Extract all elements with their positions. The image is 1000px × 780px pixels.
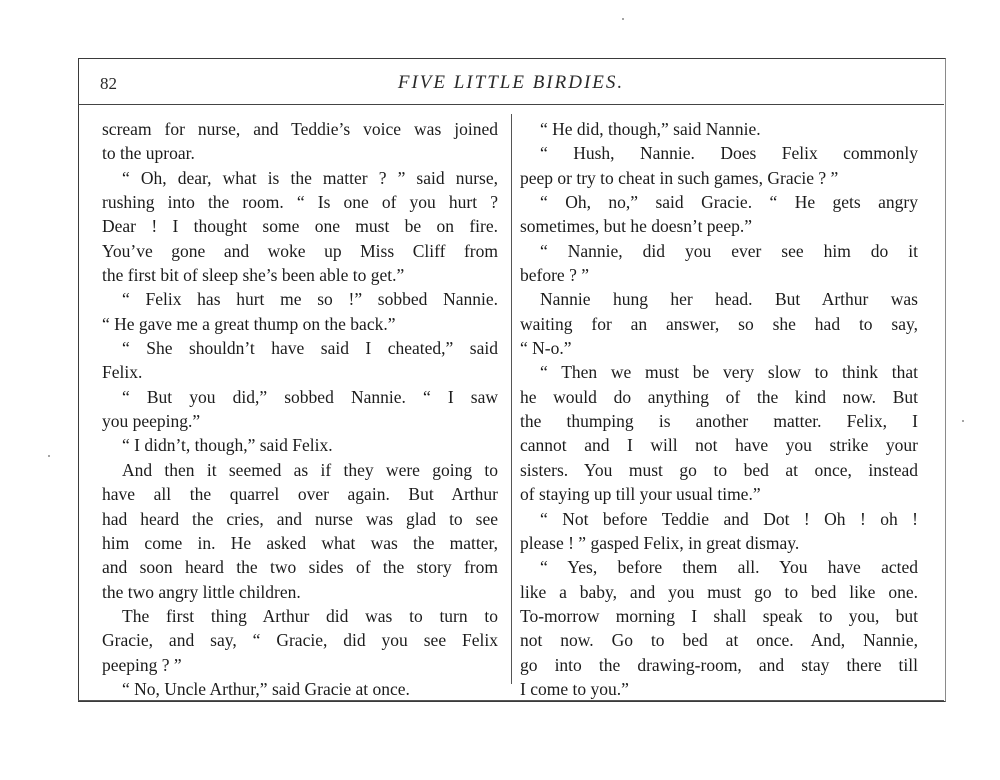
text-line: go into the drawing-room, and stay there till	[520, 654, 918, 675]
text-line: “ No, Uncle Arthur,” said Gracie at once.	[122, 678, 410, 699]
text-line: before ? ”	[520, 265, 589, 286]
text-line: to the uproar.	[102, 143, 195, 164]
text-line: “ Nannie, did you ever see him do it	[540, 240, 918, 261]
text-line: of staying up till your usual time.”	[520, 484, 761, 505]
text-line: “ Then we must be very slow to think that	[540, 362, 918, 383]
header-rule	[78, 104, 944, 105]
text-line: “ He gave me a great thump on the back.”	[102, 313, 396, 334]
text-line: To-morrow morning I shall speak to you, but	[520, 605, 918, 626]
text-line: You’ve gone and woke up Miss Cliff from	[102, 240, 498, 261]
text-line: Gracie, and say, “ Gracie, did you see Felix	[102, 630, 498, 651]
text-line: “ Not before Teddie and Dot ! Oh ! oh !	[540, 508, 918, 529]
text-line: “ Yes, before them all. You have acted	[540, 557, 918, 578]
text-line: sisters. You must go to bed at once, instead	[520, 459, 918, 480]
text-line: “ Oh, no,” said Gracie. “ He gets angry	[540, 192, 918, 213]
page-header	[78, 58, 944, 104]
text-line: “ He did, though,” said Nannie.	[540, 119, 761, 139]
right-column	[520, 117, 918, 701]
text-line: scream for nurse, and Teddie’s voice was joined	[102, 119, 498, 139]
footer-rule	[78, 700, 944, 701]
paper-speck	[962, 420, 964, 422]
paper-speck	[48, 455, 50, 457]
text-line: the two angry little children.	[102, 581, 301, 602]
text-line: not now. Go to bed at once. And, Nannie,	[520, 630, 918, 651]
text-line: Nannie hung her head. But Arthur was	[540, 289, 918, 310]
text-line: like a baby, and you must go to bed like one.	[520, 581, 918, 602]
text-line: him come in. He asked what was the matter,	[102, 532, 498, 553]
text-line: sometimes, but he doesn’t peep.”	[520, 216, 752, 237]
text-line: rushing into the room. “ Is one of you hurt ?	[102, 192, 498, 213]
text-line: and soon heard the two sides of the story from	[102, 557, 498, 578]
column-divider	[511, 114, 512, 684]
page-number: 82	[100, 74, 117, 93]
text-line: “ N-o.”	[520, 338, 572, 359]
paper-speck	[622, 18, 624, 20]
text-line: peeping ? ”	[102, 654, 182, 675]
text-line: had heard the cries, and nurse was glad to see	[102, 508, 498, 529]
text-line: waiting for an answer, so she had to say,	[520, 313, 918, 334]
text-line: please ! ” gasped Felix, in great dismay.	[520, 532, 800, 553]
text-line: peep or try to cheat in such games, Gracie ? ”	[520, 167, 839, 188]
text-line: “ Oh, dear, what is the matter ? ” said nurse,	[122, 167, 498, 188]
text-line: the first bit of sleep she’s been able to get.”	[102, 265, 405, 286]
text-line: the thumping is another matter. Felix, I	[520, 411, 918, 432]
text-line: you peeping.”	[102, 411, 201, 432]
text-line: I come to you.”	[520, 678, 629, 699]
text-line: “ But you did,” sobbed Nannie. “ I saw	[122, 386, 498, 407]
running-title: FIVE LITTLE BIRDIES.	[397, 72, 625, 93]
text-line: The first thing Arthur did was to turn to	[122, 605, 498, 626]
text-line: “ Hush, Nannie. Does Felix commonly	[540, 143, 918, 164]
text-line: he would do anything of the kind now. But	[520, 386, 918, 407]
text-line: have all the quarrel over again. But Arthur	[102, 484, 498, 505]
text-line: Felix.	[102, 362, 143, 383]
text-line: “ She shouldn’t have said I cheated,” said	[122, 338, 498, 359]
text-line: “ I didn’t, though,” said Felix.	[122, 435, 333, 456]
text-line: cannot and I will not have you strike your	[520, 435, 918, 456]
text-line: Dear ! I thought some one must be on fire.	[102, 216, 498, 237]
left-column	[102, 117, 498, 701]
text-line: And then it seemed as if they were going to	[122, 459, 498, 480]
text-line: “ Felix has hurt me so !” sobbed Nannie.	[122, 289, 498, 310]
